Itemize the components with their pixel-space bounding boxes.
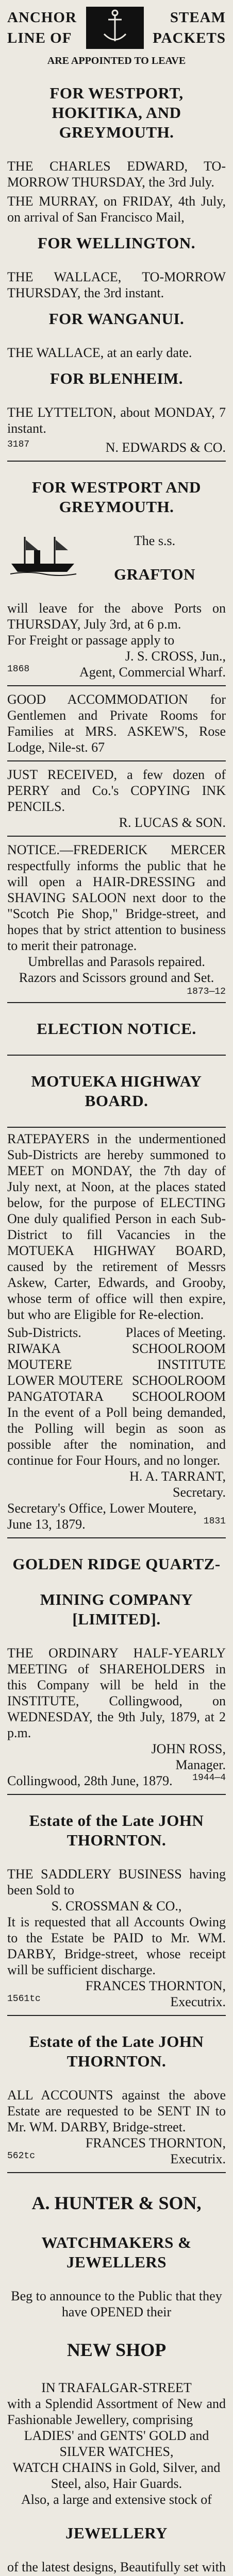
anchor-footer-num: 3187	[7, 439, 30, 450]
anchor-westport-2: THE MURRAY, on FRIDAY, 4th July, on arrival of San Francisco Mail,	[7, 194, 226, 225]
golden-body: THE ORDINARY HALF-YEARLY MEETING of SHAREHOLDERS in this Company will be held in the INSTITUTE, Collingwood, on WEDNESDAY, the 9th July, 1879, at 2 p.m.	[7, 1646, 226, 1740]
election-office: Secretary's Office, Lower Moutere,	[7, 1501, 197, 1516]
hunter-line4: Also, a large and extensive stock of	[21, 2492, 212, 2507]
anchor-left-top: ANCHOR	[7, 9, 77, 26]
election-district: PANGATOTARA	[7, 1389, 104, 1404]
hunter-line5: of the latest designs, Beautifully set with	[7, 2560, 226, 2574]
hunter-title-2: WATCHMAKERS & JEWELLERS	[41, 2233, 192, 2271]
anchor-westport-1: THE CHARLES EDWARD, TO-MORROW THURSDAY, the 3rd July.	[7, 159, 226, 190]
divider	[7, 1002, 226, 1003]
mercer-advert	[7, 842, 226, 997]
election-col-b: Places of Meeting.	[125, 1325, 226, 1340]
election-place: SCHOOLROOM	[131, 1389, 226, 1404]
grafton-agent-name: J. S. CROSS, Jun.,	[125, 649, 226, 664]
divider	[7, 2015, 226, 2016]
divider	[7, 836, 226, 837]
grafton-advert	[7, 478, 226, 680]
golden-sign: JOHN ROSS,	[151, 1741, 226, 1756]
golden-date: Collingwood, 28th June, 1879.	[7, 1773, 173, 1788]
steamship-icon	[7, 533, 79, 576]
election-date: June 13, 1879.	[7, 1517, 86, 1532]
election-district: LOWER MOUTERE	[7, 1373, 123, 1388]
anchor-line-advert	[7, 0, 226, 455]
election-advert	[7, 1019, 226, 1532]
golden-title-2: MINING COMPANY [LIMITED].	[40, 1590, 193, 1628]
estate1-body2: It is requested that all Accounts Owing to the Estate be PAID to Mr. WM. DARBY, Bridge-street, whose receipt will be sufficient discharge.	[7, 1914, 226, 1977]
election-place: SCHOOLROOM	[131, 1373, 226, 1388]
anchor-line-header	[7, 5, 226, 50]
askew-text: GOOD ACCOMMODATION for Gentlemen and Private Rooms for Families at MRS. ASKEW'S, Rose Lodge, Nile-st. 67	[7, 692, 226, 755]
hunter-intro: Beg to announce to the Public that they have OPENED their	[11, 2289, 222, 2319]
anchor-right-top: STEAM	[170, 9, 226, 26]
anchor-wellington-head: FOR WELLINGTON.	[37, 234, 196, 252]
estate2-sign: FRANCES THORNTON,	[85, 2136, 226, 2150]
election-board: MOTUEKA HIGHWAY BOARD.	[31, 1072, 202, 1110]
estate-accounts-advert	[7, 2032, 226, 2167]
estate2-role: Executrix.	[170, 2151, 226, 2166]
mercer-text: NOTICE.—FREDERICK MERCER respectfully informs the public that he will open a HAIR-DRESSING and SHAVING SALOON next door to the "Scotch Pie Shop," Bridge-street, and hopes that by strict attention to business to merit their patronage.	[7, 842, 226, 953]
grafton-body: will leave for the above Ports on THURSDAY, July 3rd, at 6 p.m.	[7, 601, 226, 632]
anchor-blenheim-head: FOR BLENHEIM.	[50, 369, 183, 387]
estate1-sign: FRANCES THORNTON,	[85, 1978, 226, 1993]
election-row	[7, 1341, 226, 1357]
estate2-body: ALL ACCOUNTS against the above Estate are requested to be SENT IN to Mr. WM. DARBY, Bridge-street.	[7, 2088, 226, 2134]
election-row	[7, 1357, 226, 1372]
estate1-role: Executrix.	[170, 1994, 226, 2009]
estate2-title: Estate of the Late JOHN THORNTON.	[29, 2032, 204, 2070]
election-sign: H. A. TARRANT,	[129, 1469, 226, 1484]
mercer-line3: Razors and Scissors ground and Set.	[19, 970, 214, 985]
estate1-title: Estate of the Late JOHN THORNTON.	[29, 1811, 204, 1849]
election-district: MOUTERE	[7, 1357, 72, 1372]
golden-role: Manager.	[175, 1757, 226, 1772]
mercer-line2: Umbrellas and Parasols repaired.	[28, 954, 205, 969]
anchor-right-bottom: PACKETS	[153, 30, 226, 46]
anchor-left-bottom: LINE OF	[7, 30, 72, 46]
hunter-jewellery: JEWELLERY	[65, 2524, 168, 2542]
election-place: SCHOOLROOM	[131, 1341, 226, 1356]
anchor-wellington-1: THE WALLACE, TO-MORROW THURSDAY, the 3rd instant.	[7, 269, 226, 300]
grafton-head: FOR WESTPORT AND GREYMOUTH.	[32, 478, 201, 516]
hunter-title-1: A. HUNTER & SON,	[31, 2193, 202, 2213]
lucas-sign: R. LUCAS & SON.	[119, 815, 226, 830]
mercer-num: 1873—12	[187, 987, 226, 997]
anchor-footer-name: N. EDWARDS & CO.	[105, 440, 226, 455]
election-role: Secretary.	[173, 1485, 226, 1500]
election-table-header	[7, 1325, 226, 1341]
estate1-body: THE SADDLERY BUSINESS having been Sold to	[7, 1867, 226, 1897]
grafton-ship: GRAFTON	[114, 565, 195, 583]
election-num: 1831	[203, 1516, 226, 1527]
lucas-text: JUST RECEIVED, a few dozen of PERRY and Co.'s COPYING INK PENCILS.	[7, 767, 226, 814]
anchor-flag-icon	[85, 5, 145, 50]
estate1-num: 1561tc	[7, 1994, 41, 2004]
anchor-wanganui-head: FOR WANGANUI.	[48, 310, 185, 328]
divider	[7, 1794, 226, 1795]
lucas-advert	[7, 767, 226, 831]
golden-num: 1944—4	[192, 1773, 226, 1783]
hunter-street: IN TRAFALGAR-STREET	[41, 2380, 192, 2395]
election-row	[7, 1388, 226, 1404]
hunter-new-shop: NEW SHOP	[66, 2340, 167, 2360]
askew-advert	[7, 691, 226, 755]
estate2-num: 562tc	[7, 2151, 36, 2161]
divider	[7, 685, 226, 686]
election-body: RATEPAYERS in the undermentioned Sub-Districts are hereby summoned to MEET on MONDAY, the 7th day of July next, at Noon, at the places stated below, for the purpose of ELECTING One duly qualified Person in each Sub-District to fill Vacancies in the MOTUEKA HIGHWAY BOARD, caused by the retirement of Messrs Askew, Carter, Edwards, and Grooby, whose term of office will then expire, but who are Eligible for Re-election.	[7, 1131, 226, 1322]
election-place: INSTITUTE	[157, 1357, 226, 1372]
divider	[7, 2172, 226, 2173]
grafton-freight: For Freight or passage apply to	[7, 633, 175, 648]
election-title: ELECTION NOTICE.	[37, 1020, 196, 1038]
grafton-the-ss: The s.s.	[134, 533, 176, 548]
divider	[7, 1537, 226, 1538]
divider	[7, 760, 226, 761]
hunter-line3: WATCH CHAINS in Gold, Silver, and Steel, also, Hair Guards.	[12, 2460, 221, 2491]
grafton-num: 1868	[7, 664, 30, 674]
golden-ridge-advert	[7, 1554, 226, 1789]
election-district: RIWAKA	[7, 1341, 61, 1356]
golden-title-1: GOLDEN RIDGE QUARTZ-	[12, 1555, 221, 1573]
anchor-blenheim-1: THE LYTTELTON, about MONDAY, 7 instant.	[7, 405, 226, 436]
anchor-wanganui-1: THE WALLACE, at an early date.	[7, 345, 192, 360]
estate-saddlery-advert	[7, 1811, 226, 2010]
anchor-westport-head: FOR WESTPORT, HOKITIKA, AND GREYMOUTH.	[49, 84, 184, 141]
hunter-line2: LADIES' and GENTS' GOLD and SILVER WATCHES,	[24, 2428, 209, 2459]
hunter-advert	[7, 2192, 226, 2576]
estate1-buyer: S. CROSSMAN & CO.,	[51, 1899, 182, 1913]
hunter-line1: with a Splendid Assortment of New and Fashionable Jewellery, comprising	[7, 2396, 226, 2427]
anchor-appointed: ARE APPOINTED TO LEAVE	[47, 55, 186, 66]
election-col-a: Sub-Districts.	[7, 1325, 81, 1340]
divider	[7, 461, 226, 462]
grafton-agent-role: Agent, Commercial Wharf.	[79, 665, 226, 680]
election-poll: In the event of a Poll being demanded, the Polling will begin as soon as possible after the nomination, and continue for Four Hours, and no longer.	[7, 1405, 226, 1468]
election-row	[7, 1372, 226, 1388]
